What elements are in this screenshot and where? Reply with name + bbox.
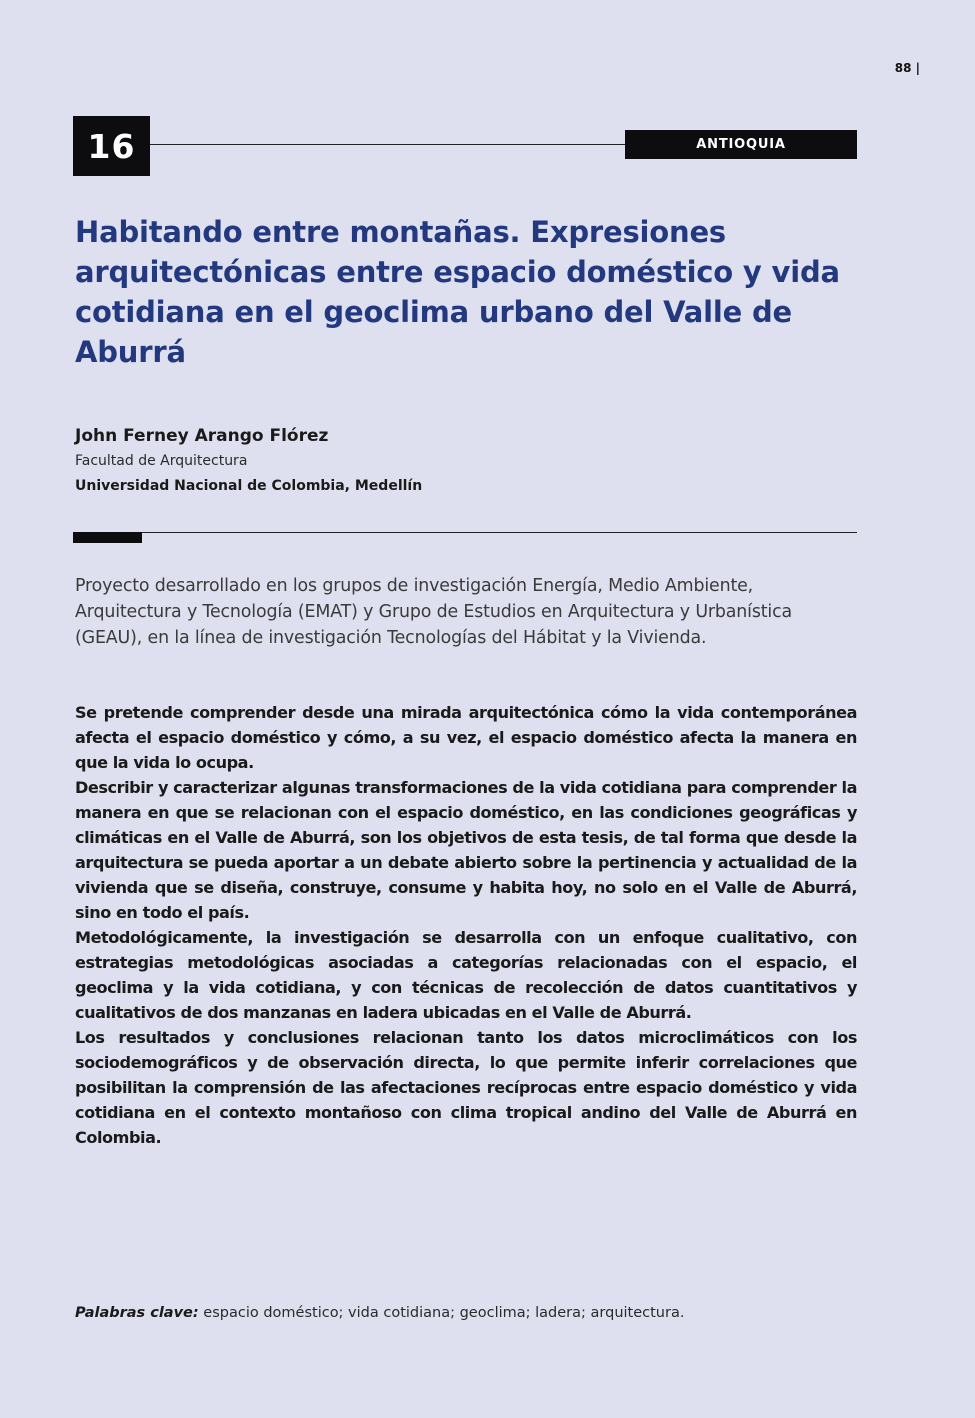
abstract-paragraph: Se pretende comprender desde una mirada arquitectónica cómo la vida contemporánea afecta el espacio doméstico y cómo, a su vez, el espacio doméstico afecta la manera en que la vida lo ocupa.: [75, 703, 857, 772]
abstract-paragraph: Metodológicamente, la investigación se desarrolla con un enfoque cualitativo, con estrategias metodológicas asociadas a categorías relacionadas con el espacio, el geoclima y la vida cotidiana, y con técnicas de recolección de datos cuantitativos y cualitativos de dos manzanas en ladera ubicadas en el Valle de Aburrá.: [75, 928, 857, 1022]
author-name: John Ferney Arango Flórez: [75, 426, 329, 446]
chapter-number-badge: 16: [73, 116, 150, 176]
region-label: ANTIOQUIA: [625, 130, 857, 159]
keywords: [75, 1302, 855, 1324]
article-title: Habitando entre montañas. Expresiones arquitectónicas entre espacio doméstico y vida cotidiana en el geoclima urbano del Valle de Aburrá: [75, 215, 840, 369]
section-divider-accent: [73, 532, 142, 543]
abstract-paragraph: Los resultados y conclusiones relacionan tanto los datos microclimáticos con los sociodemográficos y de observación directa, lo que permite inferir correlaciones que posibilitan la comprensión de las afectaciones recíprocas entre espacio doméstico y vida cotidiana en el contexto montañoso con clima tropical andino del Valle de Aburrá en Colombia.: [75, 1028, 857, 1147]
author-faculty: Facultad de Arquitectura: [75, 453, 248, 469]
chapter-header-rule: [150, 144, 626, 145]
keywords-text: espacio doméstico; vida cotidiana; geoclima; ladera; arquitectura.: [198, 1305, 685, 1321]
keywords-label: Palabras clave:: [75, 1305, 199, 1321]
abstract: [75, 700, 857, 1150]
abstract-paragraph: Describir y caracterizar algunas transformaciones de la vida cotidiana para comprender la manera en que se relacionan con el espacio doméstico, en las condiciones geográficas y climáticas en el Valle de Aburrá, son los objetivos de esta tesis, de tal forma que desde la arquitectura se pueda aportar a un debate abierto sobre la pertinencia y actualidad de la vivienda que se diseña, construye, consume y habita hoy, no solo en el Valle de Aburrá, sino en todo el país.: [75, 778, 857, 922]
author-university: Universidad Nacional de Colombia, Medellín: [75, 478, 423, 494]
page-number: 88 |: [894, 61, 920, 75]
project-note: Proyecto desarrollado en los grupos de investigación Energía, Medio Ambiente, Arquitectura y Tecnología (EMAT) y Grupo de Estudios en Arquitectura y Urbanística (GEAU), en la línea de investigación Tecnologías del Hábitat y la Vivienda.: [75, 576, 793, 648]
author-block: [75, 424, 855, 498]
section-divider: [73, 532, 857, 533]
